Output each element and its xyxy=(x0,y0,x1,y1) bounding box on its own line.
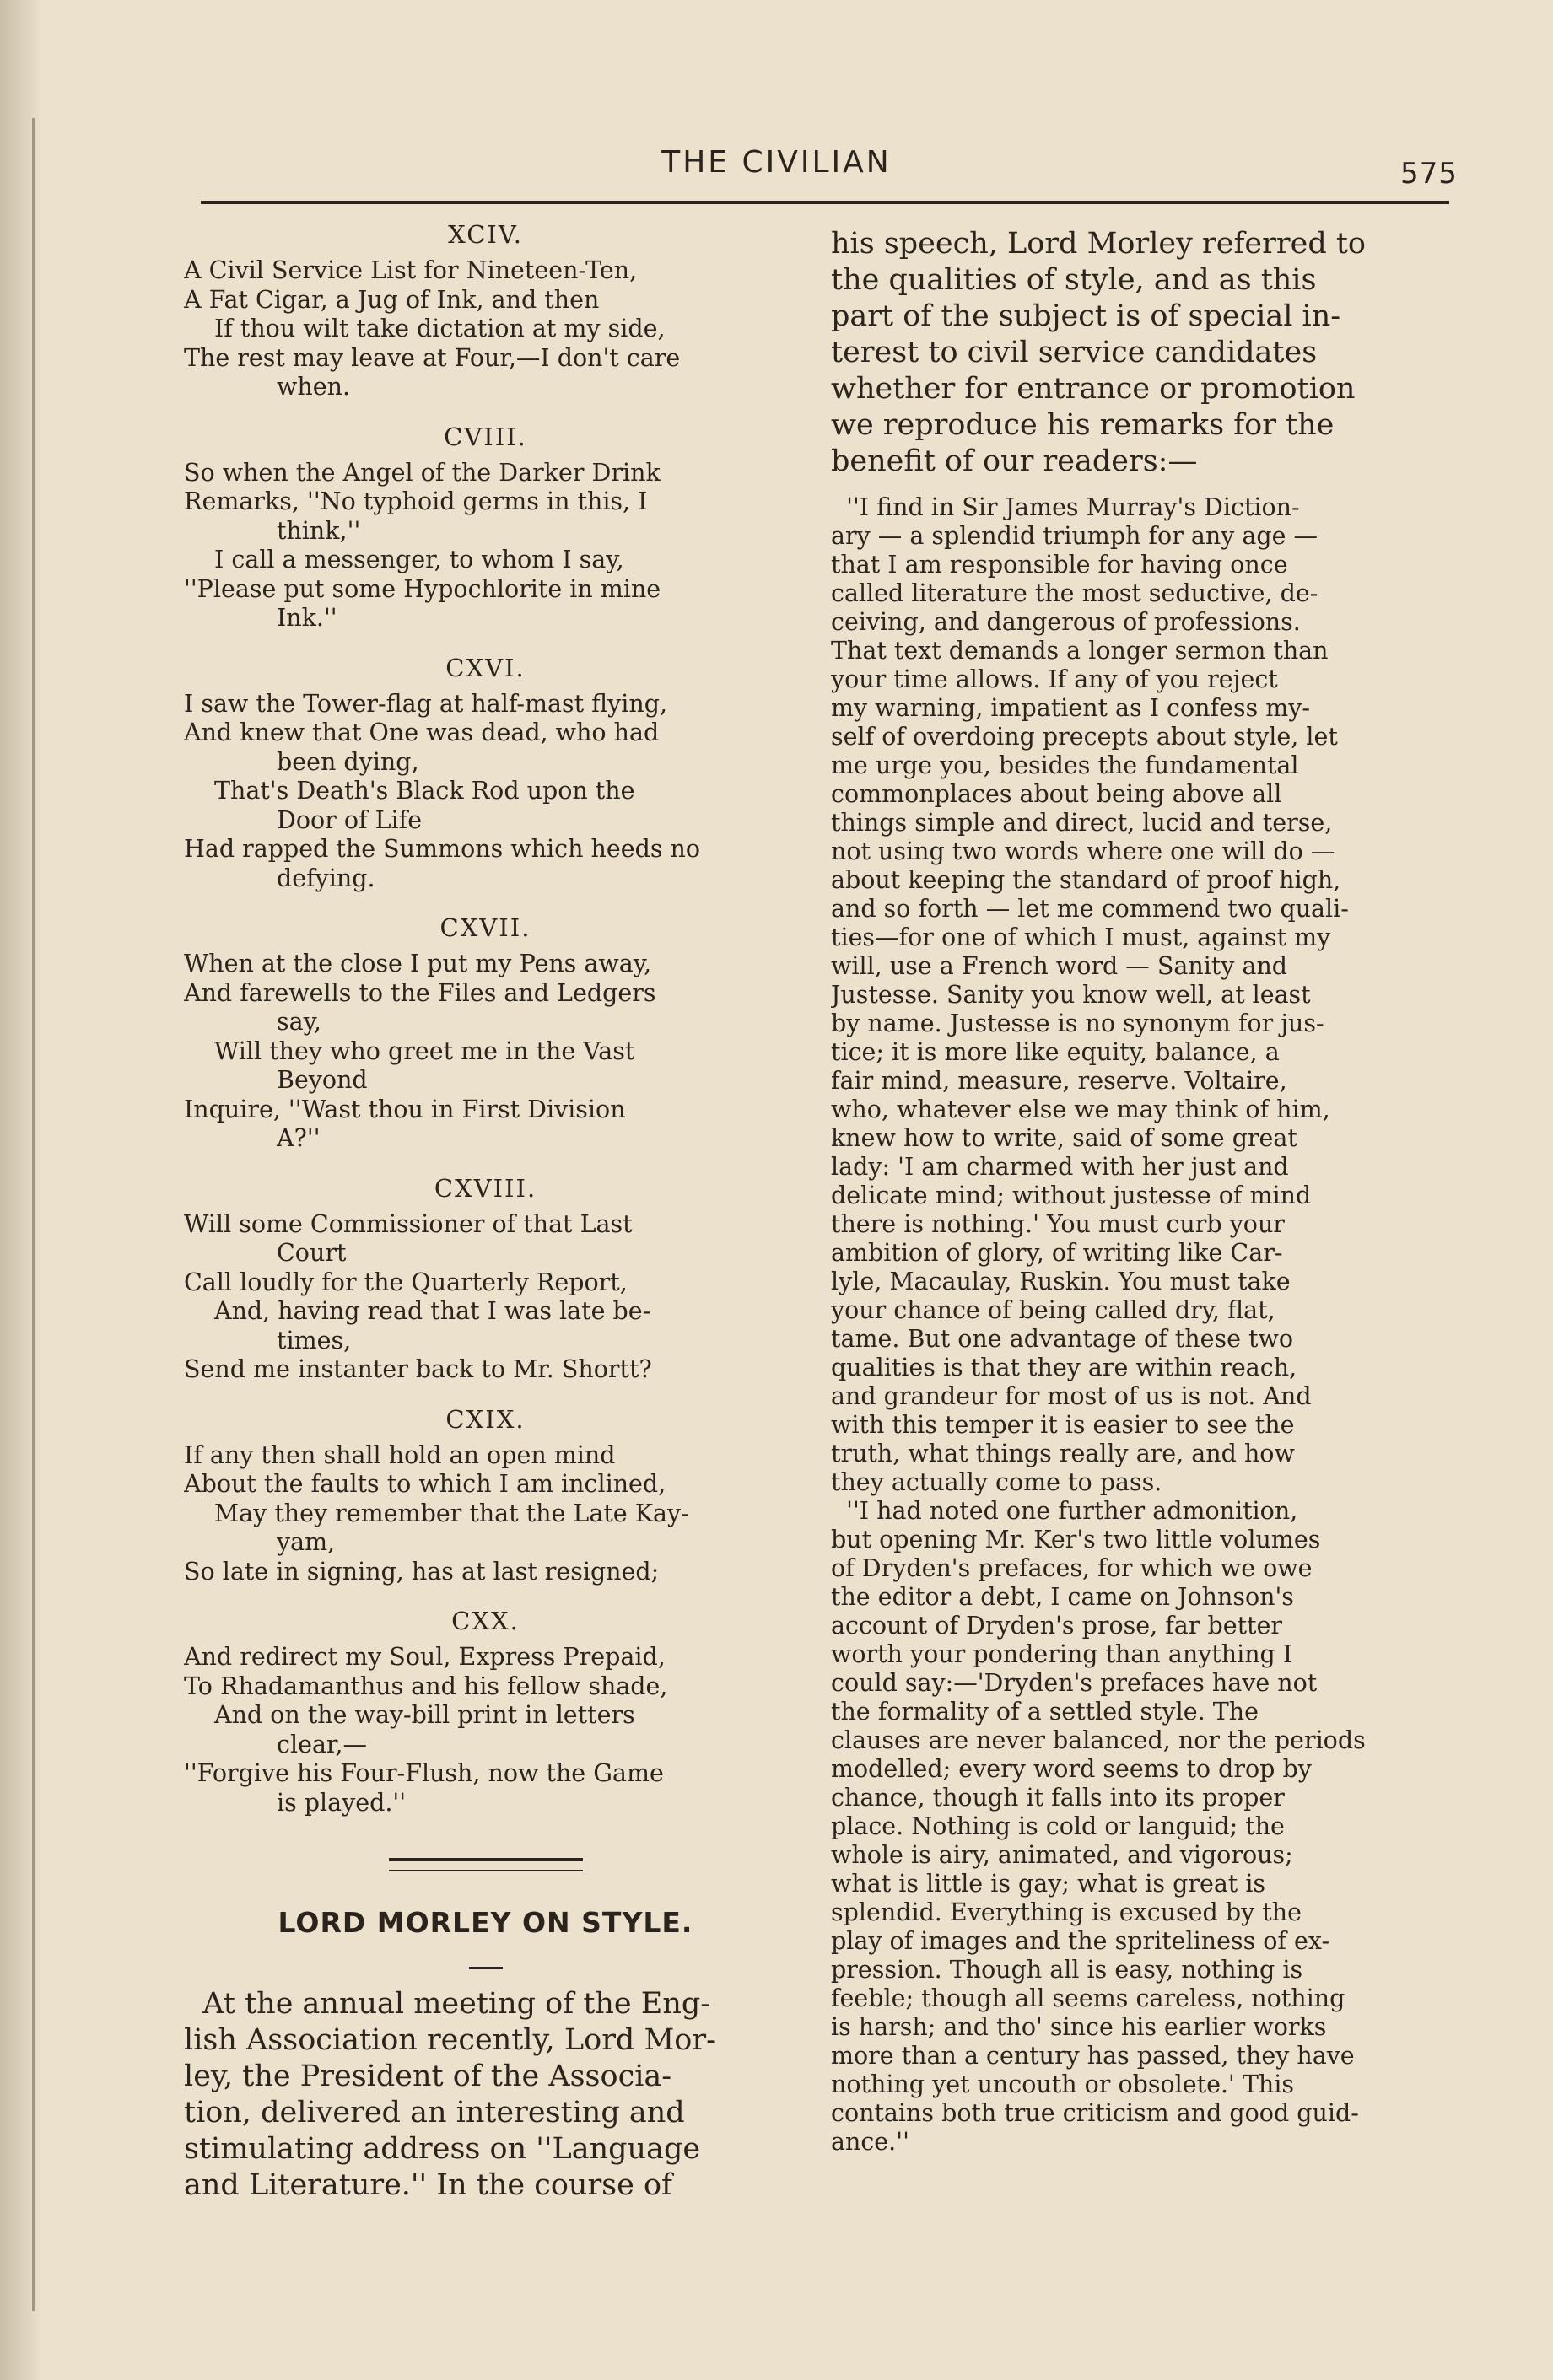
verse-line: Send me instanter back to Mr. Shortt? xyxy=(184,1355,652,1383)
right-column xyxy=(831,226,1447,2157)
verse-line: And, having read that I was late be- xyxy=(214,1297,651,1325)
stanza-numeral: CVIII. xyxy=(444,422,527,451)
poem-stanza xyxy=(184,420,787,633)
verse-line: If any then shall hold an open mind xyxy=(184,1440,616,1469)
text-line: ''I find in Sir James Murray's Diction- xyxy=(831,493,1300,521)
text-line: truth, what things really are, and how xyxy=(831,1440,1295,1467)
text-line: me urge you, besides the fundamental xyxy=(831,751,1299,779)
text-line: could say:—'Dryden's prefaces have not xyxy=(831,1669,1318,1697)
text-line: delicate mind; without justesse of mind xyxy=(831,1182,1312,1209)
text-line: chance, though it falls into its proper xyxy=(831,1784,1285,1812)
text-line: but opening Mr. Ker's two little volumes xyxy=(831,1526,1321,1553)
poem-stanza xyxy=(184,651,787,894)
text-line: fair mind, measure, reserve. Voltaire, xyxy=(831,1067,1287,1095)
verse-line: Inquire, ''Wast thou in First Division xyxy=(184,1095,626,1123)
text-line: whether for entrance or promotion xyxy=(831,372,1356,406)
text-line: ley, the President of the Associa- xyxy=(184,2059,672,2093)
text-line: modelled; every word seems to drop by xyxy=(831,1755,1312,1783)
text-line: the formality of a settled style. The xyxy=(831,1698,1259,1726)
verse-line: Had rapped the Summons which heeds no xyxy=(184,835,701,863)
poem-stanza xyxy=(184,1171,787,1385)
verse-line: defying. xyxy=(277,864,375,892)
poem-stanza xyxy=(184,218,787,402)
text-line: tion, delivered an interesting and xyxy=(184,2095,685,2130)
text-line: Justesse. Sanity you know well, at least xyxy=(831,981,1311,1009)
verse-line: Remarks, ''No typhoid germs in this, I xyxy=(184,487,648,515)
verse-line: May they remember that the Late Kay- xyxy=(214,1499,689,1527)
text-line: qualities is that they are within reach, xyxy=(831,1354,1297,1381)
verse-line: Call loudly for the Quarterly Report, xyxy=(184,1268,628,1296)
text-line: of Dryden's prefaces, for which we owe xyxy=(831,1554,1313,1582)
text-line: lyle, Macaulay, Ruskin. You must take xyxy=(831,1268,1291,1295)
text-line: part of the subject is of special in- xyxy=(831,299,1341,333)
text-line: lady: 'I am charmed with her just and xyxy=(831,1153,1289,1181)
verse-line: I saw the Tower-flag at half-mast flying, xyxy=(184,689,668,718)
verse-line: The rest may leave at Four,—I don't care xyxy=(184,343,681,372)
quote-paragraph-1 xyxy=(831,493,1447,1497)
verse-line: say, xyxy=(277,1008,321,1036)
text-line: will, use a French word — Sanity and xyxy=(831,952,1288,980)
header-rule xyxy=(201,201,1449,204)
text-line: things simple and direct, lucid and terse, xyxy=(831,809,1333,837)
running-head: THE CIVILIAN xyxy=(661,145,892,180)
article-intro xyxy=(184,1986,787,2204)
text-line: feeble; though all seems careless, nothing xyxy=(831,1984,1345,2012)
verse-line: A Fat Cigar, a Jug of Ink, and then xyxy=(184,285,600,314)
text-line: that I am responsible for having once xyxy=(831,551,1288,579)
poem-stanza xyxy=(184,1604,787,1817)
verse-line: If thou wilt take dictation at my side, xyxy=(214,315,666,342)
binding-edge-line xyxy=(32,118,35,2311)
verse-line: clear,— xyxy=(277,1730,367,1758)
text-line: ambition of glory, of writing like Car- xyxy=(831,1239,1283,1267)
verse-line: And redirect my Soul, Express Prepaid, xyxy=(184,1643,666,1671)
verse-line: times, xyxy=(277,1326,352,1354)
text-line: the qualities of style, and as this xyxy=(831,263,1317,297)
text-line: At the annual meeting of the Eng- xyxy=(184,1986,711,2021)
text-line: pression. Though all is easy, nothing is xyxy=(831,1956,1303,1984)
text-line: who, whatever else we may think of him, xyxy=(831,1096,1330,1123)
verse-line: And on the way-bill print in letters xyxy=(214,1701,635,1729)
verse-line: So when the Angel of the Darker Drink xyxy=(184,458,661,487)
poem xyxy=(184,218,787,1817)
verse-line: A Civil Service List for Nineteen-Ten, xyxy=(184,256,638,284)
stanza-numeral: CXVII. xyxy=(439,913,531,942)
verse-line: And farewells to the Files and Ledgers xyxy=(184,978,656,1007)
text-line: with this temper it is easier to see the xyxy=(831,1411,1295,1439)
verse-line: yam, xyxy=(277,1528,336,1556)
text-line: about keeping the standard of proof high, xyxy=(831,866,1341,894)
text-line: they actually come to pass. xyxy=(831,1468,1162,1496)
text-line: tame. But one advantage of these two xyxy=(831,1325,1293,1353)
text-line: the editor a debt, I came on Johnson's xyxy=(831,1583,1294,1611)
text-line: your time allows. If any of you reject xyxy=(831,665,1278,693)
paragraph-gap xyxy=(831,480,1447,493)
text-line: ''I had noted one further admonition, xyxy=(831,1497,1298,1525)
text-line: place. Nothing is cold or languid; the xyxy=(831,1812,1285,1840)
poem-stanza xyxy=(184,1403,787,1587)
text-line: and grandeur for most of us is not. And xyxy=(831,1382,1312,1410)
stanza-numeral: CXVIII. xyxy=(434,1173,537,1203)
title-dash xyxy=(469,1967,503,1969)
text-line: That text demands a longer sermon than xyxy=(831,637,1329,665)
verse-line: when. xyxy=(277,373,351,401)
verse-line: To Rhadamanthus and his fellow shade, xyxy=(184,1672,668,1700)
text-line: clauses are never balanced, nor the periods xyxy=(831,1726,1366,1754)
text-line: contains both true criticism and good guid- xyxy=(831,2099,1359,2127)
verse-line: That's Death's Black Rod upon the xyxy=(214,777,635,805)
text-line: tice; it is more like equity, balance, a xyxy=(831,1038,1280,1066)
verse-line: About the faults to which I am inclined, xyxy=(184,1470,666,1498)
page-binding-shadow xyxy=(0,0,42,2380)
text-line: ceiving, and dangerous of professions. xyxy=(831,608,1301,636)
text-line: benefit of our readers:— xyxy=(831,444,1198,478)
verse-line: think,'' xyxy=(277,516,361,545)
text-line: lish Association recently, Lord Mor- xyxy=(184,2022,716,2057)
page-number: 575 xyxy=(1400,157,1458,191)
verse-line: ''Please put some Hypochlorite in mine xyxy=(184,574,661,603)
text-line: worth your pondering than anything I xyxy=(831,1640,1293,1668)
verse-line: And knew that One was dead, who had xyxy=(184,719,660,746)
stanza-numeral: CXVI. xyxy=(445,653,526,682)
text-line: commonplaces about being above all xyxy=(831,780,1282,808)
text-line: terest to civil service candidates xyxy=(831,336,1318,369)
text-line: nothing yet uncouth or obsolete.' This xyxy=(831,2070,1295,2098)
stanza-numeral: XCIV. xyxy=(448,220,523,249)
text-line: not using two words where one will do — xyxy=(831,837,1335,865)
text-line: account of Dryden's prose, far better xyxy=(831,1612,1282,1640)
text-line: his speech, Lord Morley referred to xyxy=(831,227,1366,261)
verse-line: Door of Life xyxy=(277,805,423,834)
section-divider xyxy=(389,1858,583,1871)
verse-line: So late in signing, has at last resigned; xyxy=(184,1557,660,1586)
quote-paragraph-2 xyxy=(831,1497,1447,2157)
stanza-numeral: CXX. xyxy=(451,1607,520,1635)
text-line: what is little is gay; what is great is xyxy=(831,1870,1266,1898)
verse-line: Beyond xyxy=(277,1066,368,1094)
text-line: there is nothing.' You must curb your xyxy=(831,1210,1285,1238)
text-line: ary — a splendid triumph for any age — xyxy=(831,522,1318,550)
text-line: more than a century has passed, they have xyxy=(831,2042,1355,2070)
verse-line: Will some Commissioner of that Last xyxy=(184,1209,633,1238)
text-line: knew how to write, said of some great xyxy=(831,1124,1297,1152)
text-line: is harsh; and tho' since his earlier works xyxy=(831,2013,1327,2041)
verse-line: I call a messenger, to whom I say, xyxy=(214,546,624,573)
verse-line: Court xyxy=(277,1239,347,1267)
verse-line: When at the close I put my Pens away, xyxy=(184,950,652,977)
text-line: called literature the most seductive, de- xyxy=(831,579,1318,607)
article-continuation xyxy=(831,226,1447,480)
stanza-numeral: CXIX. xyxy=(445,1404,526,1434)
verse-line: Ink.'' xyxy=(277,604,337,632)
verse-line: is played.'' xyxy=(277,1788,407,1817)
article-title: LORD MORLEY ON STYLE. xyxy=(278,1906,693,1939)
poem-stanza xyxy=(184,911,787,1154)
text-line: self of overdoing precepts about style, let xyxy=(831,723,1338,751)
text-line: and Literature.'' In the course of xyxy=(184,2167,673,2202)
verse-line: A?'' xyxy=(277,1124,321,1152)
text-line: ance.'' xyxy=(831,2128,909,2156)
verse-line: been dying, xyxy=(277,747,419,776)
verse-line: Will they who greet me in the Vast xyxy=(214,1037,635,1065)
text-line: we reproduce his remarks for the xyxy=(831,408,1335,442)
text-line: whole is airy, animated, and vigorous; xyxy=(831,1841,1293,1869)
left-column xyxy=(184,218,787,2204)
text-line: splendid. Everything is excused by the xyxy=(831,1898,1302,1926)
text-line: by name. Justesse is no synonym for jus- xyxy=(831,1010,1324,1037)
text-line: your chance of being called dry, flat, xyxy=(831,1296,1275,1324)
text-line: ties—for one of which I must, against my xyxy=(831,923,1331,951)
verse-line: ''Forgive his Four-Flush, now the Game xyxy=(184,1759,664,1787)
text-line: my warning, impatient as I confess my- xyxy=(831,694,1311,722)
text-line: stimulating address on ''Language xyxy=(184,2131,701,2166)
text-line: play of images and the spriteliness of ex- xyxy=(831,1927,1330,1955)
text-line: and so forth — let me commend two quali- xyxy=(831,895,1349,923)
